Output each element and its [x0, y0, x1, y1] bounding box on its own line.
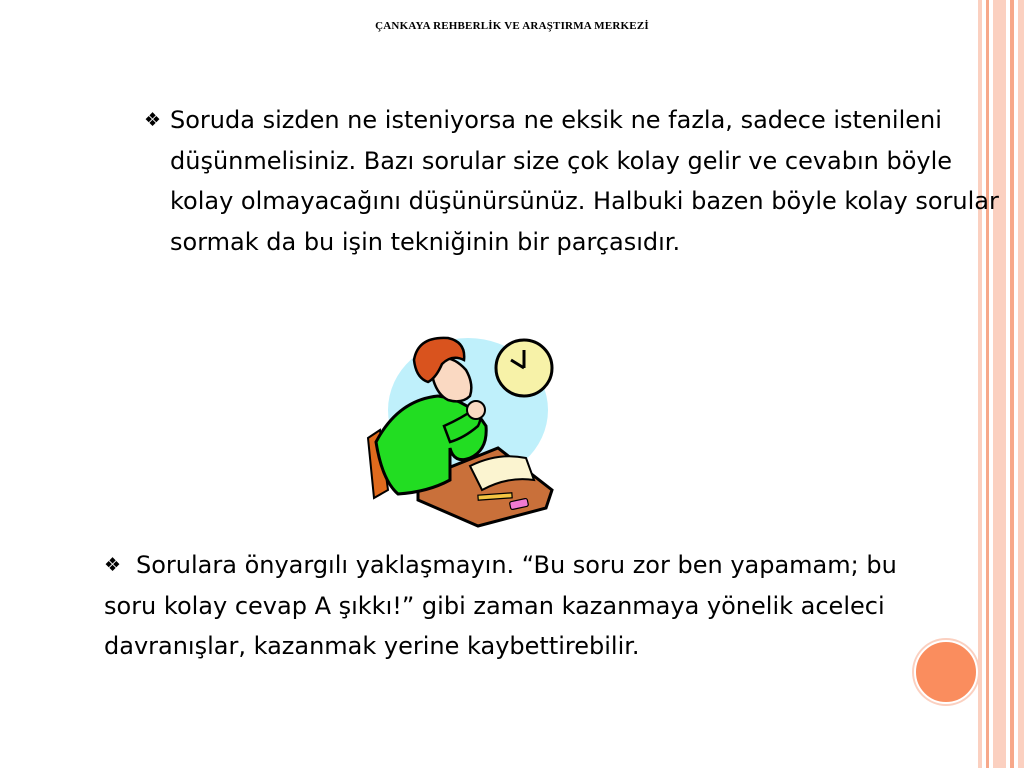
paragraph-1-text: Soruda sizden ne isteniyorsa ne eksik ne fazla, sadece istenileni düşünmelisiniz. Bazı sorular size çok kolay gelir ve cevabın böyle kolay olmayacağını düşünürsünüz. Halbuki bazen böyle kolay sorular sormak da bu işin tekniğinin bir parçasıdır.	[170, 106, 999, 256]
diamond-bullet-icon: ❖	[104, 554, 122, 576]
paragraph-1	[144, 100, 1010, 262]
stripe	[1010, 0, 1014, 768]
diamond-bullet-icon: ❖	[144, 109, 162, 131]
paragraph-2	[104, 545, 914, 667]
student-studying-illustration	[358, 330, 558, 530]
stripe	[1018, 0, 1024, 768]
paragraph-2-text: Sorulara önyargılı yaklaşmayın. “Bu soru zor ben yapamam; bu soru kolay cevap A şıkkı!” gibi zaman kazanmaya yönelik aceleci davranışlar, kazanmak yerine kaybettirebilir.	[104, 551, 897, 660]
decorative-circle	[914, 640, 978, 704]
slide-header: ÇANKAYA REHBERLİK VE ARAŞTIRMA MERKEZİ	[375, 20, 649, 32]
clock-icon	[496, 340, 552, 396]
student-hand	[467, 401, 485, 419]
